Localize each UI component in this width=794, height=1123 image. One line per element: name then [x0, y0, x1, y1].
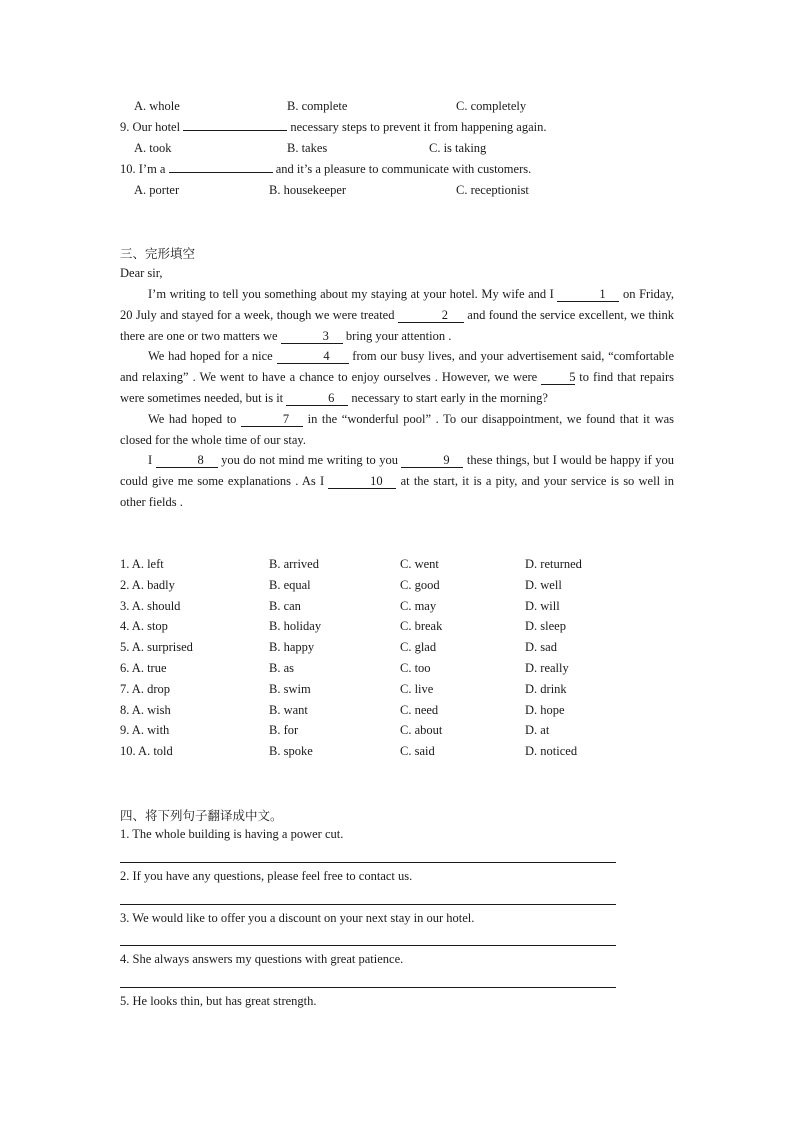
q9-text-after: necessary steps to prevent it from happening again.	[290, 120, 547, 134]
option-8b: B. want	[269, 703, 308, 717]
letter-salutation: Dear sir,	[120, 266, 163, 280]
q8-option-b: B. complete	[287, 99, 348, 113]
cloze-blank-5[interactable]: 5	[541, 371, 575, 385]
cloze-paragraph-1	[120, 284, 674, 346]
option-6d: D. really	[525, 661, 569, 675]
option-5b: B. happy	[269, 640, 315, 654]
option-9d: D. at	[525, 723, 550, 737]
option-4a: 4. A. stop	[120, 619, 168, 633]
q9-text-before: 9. Our hotel	[120, 120, 181, 134]
option-3c: C. may	[400, 599, 437, 613]
option-1d: D. returned	[525, 557, 582, 571]
p2-text-1: We had hoped for a nice	[148, 349, 273, 364]
option-2b: B. equal	[269, 578, 311, 592]
option-4b: B. holiday	[269, 619, 322, 633]
option-3a: 3. A. should	[120, 599, 181, 613]
option-10b: B. spoke	[269, 744, 313, 758]
p4-text-4: at the start, it is a pity, and your service is so well in other fields .	[120, 474, 674, 509]
option-1a: 1. A. left	[120, 557, 164, 571]
translation-section-title: 四、将下列句子翻译成中文。	[120, 808, 283, 823]
option-8c: C. need	[400, 703, 439, 717]
q10-option-a: A. porter	[134, 183, 180, 197]
translation-sentence-3: 3. We would like to offer you a discount on your next stay in our hotel.	[120, 911, 475, 925]
p4-text-1: I	[148, 453, 153, 468]
option-9b: B. for	[269, 723, 299, 737]
translation-sentence-5: 5. He looks thin, but has great strength.	[120, 994, 317, 1008]
option-7c: C. live	[400, 682, 434, 696]
p1-text-3: and found the service excellent, we think there are one or two matters we	[120, 307, 675, 343]
q10-blank[interactable]	[169, 172, 273, 173]
option-1c: C. went	[400, 557, 439, 571]
cloze-section-title: 三、完形填空	[120, 246, 196, 261]
cloze-blank-10[interactable]: 10	[328, 475, 396, 489]
option-2a: 2. A. badly	[120, 578, 175, 592]
p2-text-2: from our busy lives, and your advertisement said, “comfortable and relaxing” . We went to have a chance to enjoy ourselves . However, we were	[120, 349, 675, 385]
cloze-blank-8[interactable]: 8	[156, 454, 218, 468]
translation-answer-line-4[interactable]	[120, 987, 616, 988]
p2-text-4: necessary to start early in the morning?	[351, 390, 548, 405]
p4-text-2: you do not mind me writing to you	[221, 453, 398, 468]
p1-text-1: I’m writing to tell you something about my staying at your hotel. My wife and I	[148, 287, 554, 301]
cloze-blank-6[interactable]: 6	[286, 392, 348, 406]
option-6a: 6. A. true	[120, 661, 167, 675]
translation-answer-line-3[interactable]	[120, 945, 616, 946]
translation-answer-line-1[interactable]	[120, 862, 616, 863]
option-2c: C. good	[400, 578, 440, 592]
translation-sentence-4: 4. She always answers my questions with great patience.	[120, 952, 404, 966]
option-6c: C. too	[400, 661, 431, 675]
q9-option-b: B. takes	[287, 141, 328, 155]
cloze-blank-1[interactable]: 1	[557, 288, 619, 302]
cloze-blank-7[interactable]: 7	[241, 413, 303, 427]
p1-text-4: bring your attention .	[345, 328, 452, 343]
q8-option-c: C. completely	[456, 99, 527, 113]
p1-text-2: on Friday, 20 July and stayed for a week, though we were treated	[120, 287, 675, 322]
option-4c: C. break	[400, 619, 443, 633]
q10-option-c: C. receptionist	[456, 183, 529, 197]
option-9a: 9. A. with	[120, 723, 170, 737]
option-7d: D. drink	[525, 682, 567, 696]
cloze-paragraph-3	[120, 409, 674, 451]
option-7b: B. swim	[269, 682, 311, 696]
cloze-paragraph-2	[120, 346, 674, 408]
q9-option-a: A. took	[134, 141, 172, 155]
translation-sentence-2: 2. If you have any questions, please feel free to contact us.	[120, 869, 413, 883]
option-3b: B. can	[269, 599, 301, 613]
p4-text-3: these things, but I would be happy if you could give me some explanations . As I	[120, 453, 674, 489]
option-9c: C. about	[400, 723, 443, 737]
option-5d: D. sad	[525, 640, 557, 654]
q10-option-b: B. housekeeper	[269, 183, 347, 197]
option-2d: D. well	[525, 578, 562, 592]
cloze-paragraph-4	[120, 450, 674, 512]
translation-answer-line-2[interactable]	[120, 904, 616, 905]
q9-option-c: C. is taking	[429, 141, 487, 155]
cloze-blank-9[interactable]: 9	[401, 454, 463, 468]
q10-text-after: and it’s a pleasure to communicate with customers.	[275, 162, 532, 176]
option-10a: 10. A. told	[120, 744, 173, 758]
translation-sentence-1: 1. The whole building is having a power cut.	[120, 827, 344, 841]
cloze-blank-3[interactable]: 3	[281, 330, 343, 344]
q10-text-before: 10. I’m a	[120, 162, 166, 176]
option-3d: D. will	[525, 599, 560, 613]
option-8a: 8. A. wish	[120, 703, 171, 717]
option-6b: B. as	[269, 661, 294, 675]
option-8d: D. hope	[525, 703, 565, 717]
cloze-blank-2[interactable]: 2	[398, 309, 464, 323]
p2-text-3: to find that repairs were sometimes needed, but is it	[120, 370, 674, 405]
question-9	[120, 120, 546, 135]
option-7a: 7. A. drop	[120, 682, 170, 696]
option-10d: D. noticed	[525, 744, 578, 758]
p3-text-2: in the “wonderful pool” . To our disappointment, we found that it was closed for the whole time of our stay.	[120, 411, 675, 447]
p3-text-1: We had hoped to	[148, 411, 237, 426]
cloze-passage	[120, 284, 674, 513]
option-5a: 5. A. surprised	[120, 640, 193, 654]
option-1b: B. arrived	[269, 557, 319, 571]
option-5c: C. glad	[400, 640, 437, 654]
option-4d: D. sleep	[525, 619, 566, 633]
q9-blank[interactable]	[183, 130, 287, 131]
cloze-blank-4[interactable]: 4	[277, 350, 349, 364]
option-10c: C. said	[400, 744, 435, 758]
q8-option-a: A. whole	[134, 99, 180, 113]
question-10	[120, 162, 531, 177]
